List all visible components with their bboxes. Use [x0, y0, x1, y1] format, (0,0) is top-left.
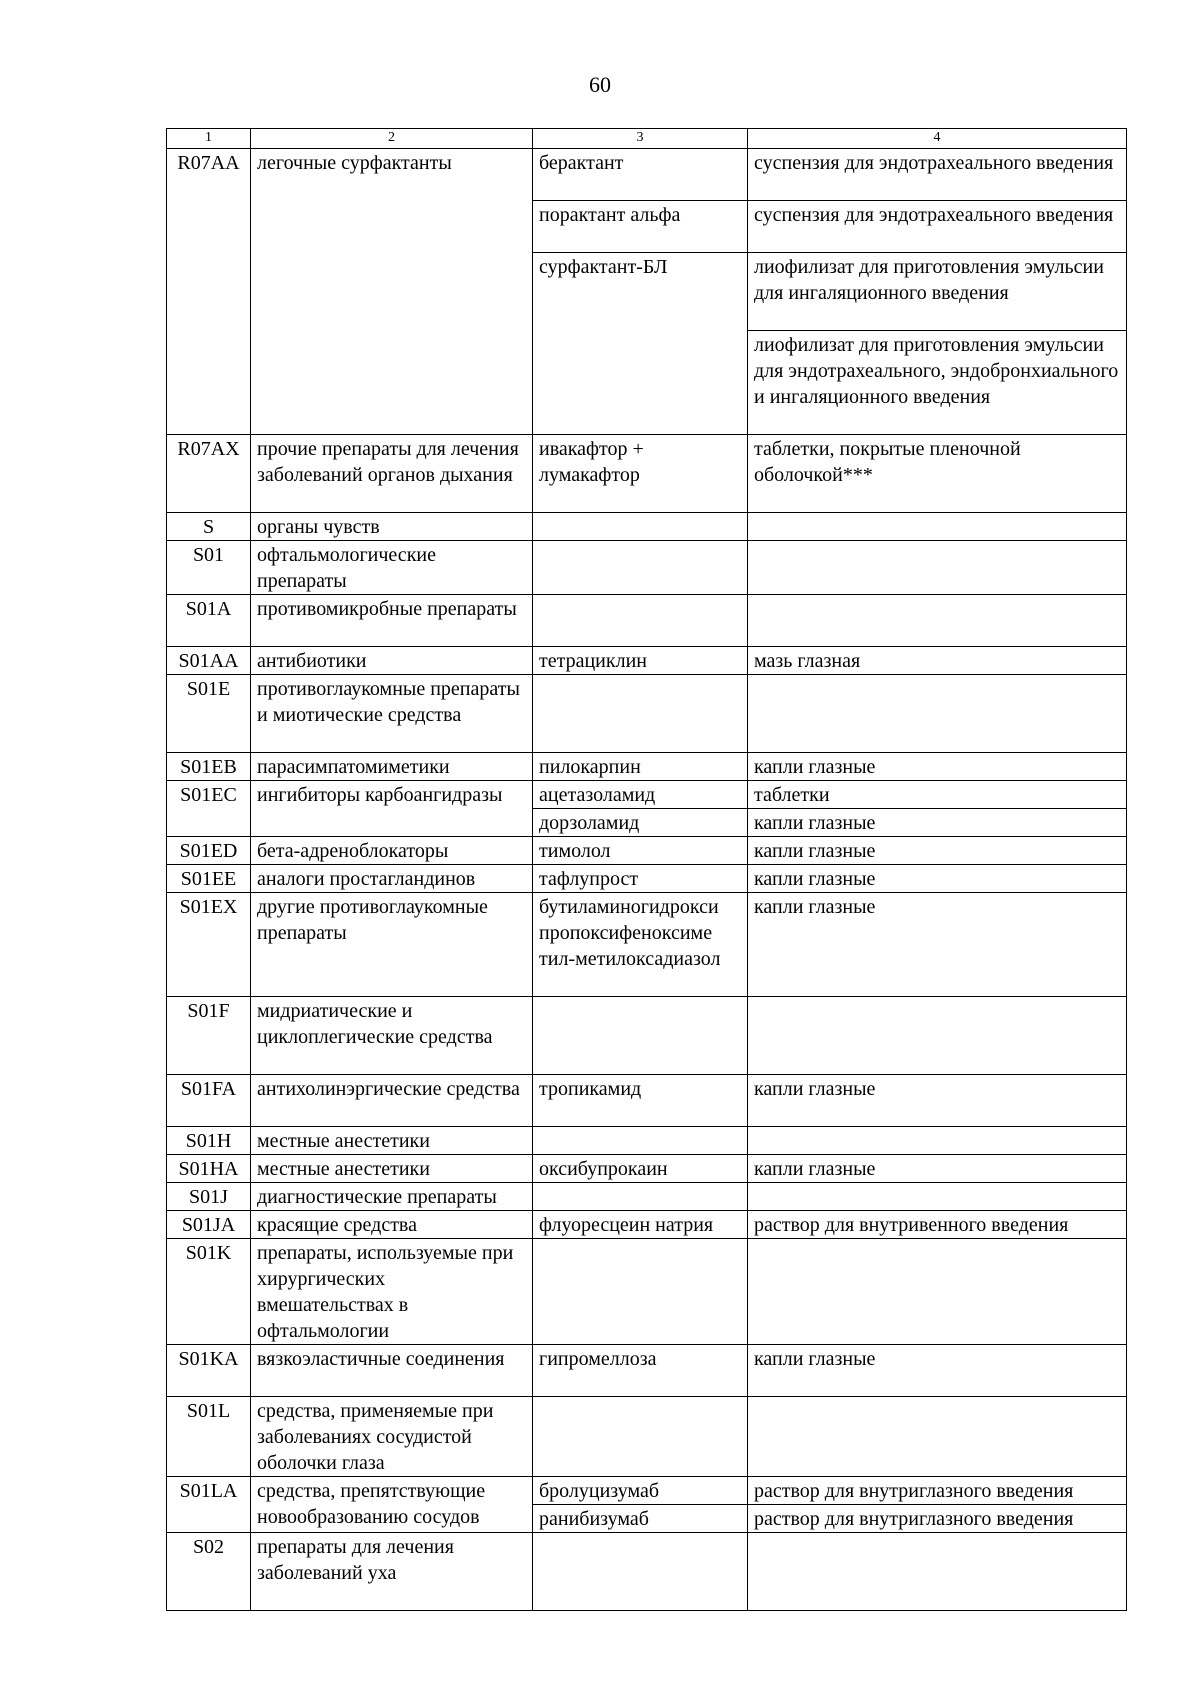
dosage-form: лиофилизат для приготовления эмульсии для ингаляционного введения — [748, 253, 1127, 331]
atc-group: антихолинэргические средства — [251, 1075, 533, 1127]
table-row — [167, 865, 1127, 893]
drug-name: ранибизумаб — [533, 1505, 748, 1533]
medicines-table — [166, 128, 1127, 1611]
atc-code: S01EB — [167, 753, 251, 781]
dosage-form: таблетки — [748, 781, 1127, 809]
column-number-row — [167, 129, 1127, 149]
drug-name: бролуцизумаб — [533, 1477, 748, 1505]
atc-code: S01EX — [167, 893, 251, 997]
dosage-form: капли глазные — [748, 1345, 1127, 1397]
column-number: 2 — [251, 129, 533, 149]
atc-group: средства, препятствующие новообразованию сосудов — [251, 1477, 533, 1533]
atc-group: офтальмологические препараты — [251, 541, 533, 595]
drug-name — [533, 513, 748, 541]
atc-code: S01L — [167, 1397, 251, 1477]
table-row — [167, 1155, 1127, 1183]
atc-group: местные анестетики — [251, 1155, 533, 1183]
dosage-form: капли глазные — [748, 837, 1127, 865]
dosage-form: капли глазные — [748, 893, 1127, 997]
drug-name — [533, 1533, 748, 1611]
table-row — [167, 1397, 1127, 1477]
atc-group: бета-адреноблокаторы — [251, 837, 533, 865]
atc-code: S01KA — [167, 1345, 251, 1397]
drug-name — [533, 1239, 748, 1345]
atc-group: противоглаукомные препараты и миотические средства — [251, 675, 533, 753]
table-row — [167, 997, 1127, 1075]
atc-group: препараты для лечения заболеваний уха — [251, 1533, 533, 1611]
atc-code: S — [167, 513, 251, 541]
drug-name — [533, 997, 748, 1075]
atc-group: антибиотики — [251, 647, 533, 675]
atc-group: местные анестетики — [251, 1127, 533, 1155]
atc-code: S01H — [167, 1127, 251, 1155]
dosage-form: раствор для внутриглазного введения — [748, 1505, 1127, 1533]
table-row — [167, 647, 1127, 675]
table-row — [167, 1533, 1127, 1611]
dosage-form: капли глазные — [748, 865, 1127, 893]
table-row — [167, 781, 1127, 809]
table-row — [167, 149, 1127, 201]
atc-group: аналоги простагландинов — [251, 865, 533, 893]
atc-code: S01E — [167, 675, 251, 753]
atc-code: R07AA — [167, 149, 251, 435]
dosage-form: мазь глазная — [748, 647, 1127, 675]
atc-group: противомикробные препараты — [251, 595, 533, 647]
drug-name: порактант альфа — [533, 201, 748, 253]
dosage-form: суспензия для эндотрахеального введения — [748, 149, 1127, 201]
drug-name: оксибупрокаин — [533, 1155, 748, 1183]
atc-code: S01FA — [167, 1075, 251, 1127]
dosage-form — [748, 513, 1127, 541]
table-row — [167, 595, 1127, 647]
atc-group: красящие средства — [251, 1211, 533, 1239]
drug-name: бутиламиногидрокси пропоксифеноксиме тил-метилоксадиазол — [533, 893, 748, 997]
dosage-form: суспензия для эндотрахеального введения — [748, 201, 1127, 253]
table-row — [167, 753, 1127, 781]
dosage-form — [748, 1183, 1127, 1211]
drug-name: пилокарпин — [533, 753, 748, 781]
column-number: 3 — [533, 129, 748, 149]
table-row — [167, 1211, 1127, 1239]
table-row — [167, 1183, 1127, 1211]
atc-group: парасимпатомиметики — [251, 753, 533, 781]
dosage-form — [748, 1397, 1127, 1477]
drug-name: тимолол — [533, 837, 748, 865]
drug-name: тафлупрост — [533, 865, 748, 893]
dosage-form: капли глазные — [748, 753, 1127, 781]
dosage-form — [748, 675, 1127, 753]
dosage-form — [748, 1533, 1127, 1611]
atc-group: легочные сурфактанты — [251, 149, 533, 435]
atc-code: S01LA — [167, 1477, 251, 1533]
table-row — [167, 1127, 1127, 1155]
atc-group: органы чувств — [251, 513, 533, 541]
atc-code: S01JA — [167, 1211, 251, 1239]
table-row — [167, 541, 1127, 595]
drug-name — [533, 1183, 748, 1211]
drug-name: флуоресцеин натрия — [533, 1211, 748, 1239]
atc-code: S01J — [167, 1183, 251, 1211]
drug-name: гипромеллоза — [533, 1345, 748, 1397]
atc-code: S01K — [167, 1239, 251, 1345]
atc-code: S01EC — [167, 781, 251, 837]
atc-group: прочие препараты для лечения заболеваний органов дыхания — [251, 435, 533, 513]
dosage-form: раствор для внутривенного введения — [748, 1211, 1127, 1239]
atc-code: S02 — [167, 1533, 251, 1611]
dosage-form: капли глазные — [748, 1075, 1127, 1127]
dosage-form: лиофилизат для приготовления эмульсии для эндотрахеального, эндобронхиального и ингаляционного введения — [748, 331, 1127, 435]
dosage-form: капли глазные — [748, 1155, 1127, 1183]
drug-name — [533, 675, 748, 753]
drug-name: дорзоламид — [533, 809, 748, 837]
dosage-form — [748, 1127, 1127, 1155]
drug-name: ивакафтор + лумакафтор — [533, 435, 748, 513]
atc-code: S01ED — [167, 837, 251, 865]
dosage-form: раствор для внутриглазного введения — [748, 1477, 1127, 1505]
table-row — [167, 513, 1127, 541]
table-row — [167, 1477, 1127, 1505]
table-row — [167, 435, 1127, 513]
drug-name — [533, 541, 748, 595]
page-number: 60 — [589, 72, 611, 97]
atc-group: мидриатические и циклоплегические средства — [251, 997, 533, 1075]
atc-code: S01EE — [167, 865, 251, 893]
atc-code: S01 — [167, 541, 251, 595]
table-row — [167, 675, 1127, 753]
table-row — [167, 1345, 1127, 1397]
table-row — [167, 1075, 1127, 1127]
atc-group: ингибиторы карбоангидразы — [251, 781, 533, 837]
atc-code: S01A — [167, 595, 251, 647]
dosage-form — [748, 1239, 1127, 1345]
table-row — [167, 1239, 1127, 1345]
atc-code: S01F — [167, 997, 251, 1075]
drug-name — [533, 1397, 748, 1477]
atc-group: препараты, используемые при хирургических вмешательствах в офтальмологии — [251, 1239, 533, 1345]
drug-name: берактант — [533, 149, 748, 201]
drug-name — [533, 595, 748, 647]
table-row — [167, 837, 1127, 865]
table-row — [167, 893, 1127, 997]
atc-code: S01HA — [167, 1155, 251, 1183]
drug-name: ацетазоламид — [533, 781, 748, 809]
drug-name: сурфактант-БЛ — [533, 253, 748, 435]
atc-group: диагностические препараты — [251, 1183, 533, 1211]
column-number: 1 — [167, 129, 251, 149]
drug-name — [533, 1127, 748, 1155]
dosage-form — [748, 997, 1127, 1075]
dosage-form: капли глазные — [748, 809, 1127, 837]
atc-group: средства, применяемые при заболеваниях сосудистой оболочки глаза — [251, 1397, 533, 1477]
drug-name: тетрациклин — [533, 647, 748, 675]
drug-name: тропикамид — [533, 1075, 748, 1127]
atc-group: другие противоглаукомные препараты — [251, 893, 533, 997]
atc-code: S01AA — [167, 647, 251, 675]
dosage-form — [748, 595, 1127, 647]
atc-group: вязкоэластичные соединения — [251, 1345, 533, 1397]
atc-code: R07AX — [167, 435, 251, 513]
dosage-form — [748, 541, 1127, 595]
dosage-form: таблетки, покрытые пленочной оболочкой*** — [748, 435, 1127, 513]
column-number: 4 — [748, 129, 1127, 149]
